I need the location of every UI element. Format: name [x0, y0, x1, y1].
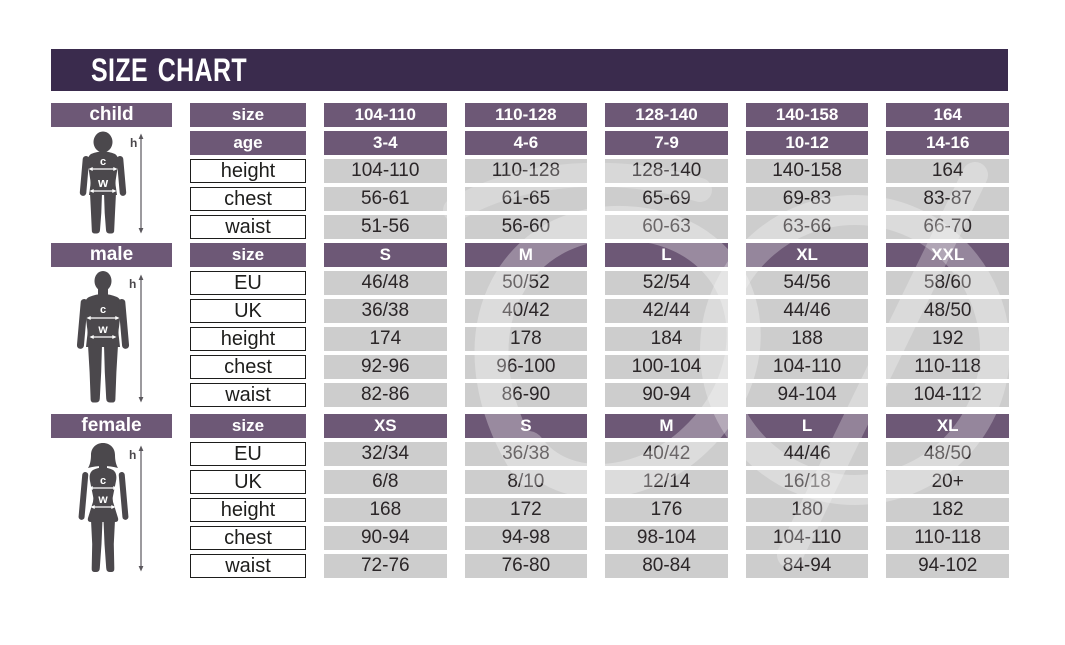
- height-cell: 192: [886, 327, 1009, 351]
- uk-cell: 6/8: [324, 470, 447, 494]
- eu-cell: 32/34: [324, 442, 447, 466]
- size-cell: 110-128: [465, 103, 588, 127]
- eu-cell: 50/52: [465, 271, 588, 295]
- child-table: [190, 103, 1009, 239]
- row-label-chest: chest: [190, 187, 306, 211]
- row-label-uk: UK: [190, 470, 306, 494]
- chest-cell: 104-110: [746, 526, 869, 550]
- waist-letter: w: [98, 322, 108, 336]
- uk-cell: 16/18: [746, 470, 869, 494]
- height-cell: 184: [605, 327, 728, 351]
- section-label-female: female: [51, 414, 172, 438]
- eu-cell: 54/56: [746, 271, 869, 295]
- height-cell: 174: [324, 327, 447, 351]
- waist-cell: 82-86: [324, 383, 447, 407]
- eu-cell: 40/42: [605, 442, 728, 466]
- chest-cell: 69-83: [746, 187, 869, 211]
- waist-cell: 56-60: [465, 215, 588, 239]
- row-label-waist: waist: [190, 215, 306, 239]
- row-label-chest: chest: [190, 355, 306, 379]
- section-label-child: child: [51, 103, 172, 127]
- size-cell: XS: [324, 414, 447, 438]
- height-cell: 178: [465, 327, 588, 351]
- uk-cell: 12/14: [605, 470, 728, 494]
- uk-cell: 42/44: [605, 299, 728, 323]
- female-table: [190, 414, 1009, 578]
- row-label-eu: EU: [190, 271, 306, 295]
- size-cell: 140-158: [746, 103, 869, 127]
- chest-cell: 98-104: [605, 526, 728, 550]
- age-cell: 14-16: [886, 131, 1009, 155]
- female-figure-icon: [51, 442, 172, 576]
- uk-cell: 36/38: [324, 299, 447, 323]
- row-label-height: height: [190, 498, 306, 522]
- size-cell: M: [605, 414, 728, 438]
- chest-letter: c: [99, 475, 107, 487]
- row-label-waist: waist: [190, 554, 306, 578]
- height-cell: 182: [886, 498, 1009, 522]
- chest-cell: 110-118: [886, 526, 1009, 550]
- height-cell: 128-140: [605, 159, 728, 183]
- eu-cell: 36/38: [465, 442, 588, 466]
- waist-cell: 94-102: [886, 554, 1009, 578]
- row-label-size: size: [190, 414, 306, 438]
- page-title: SIZE CHART: [91, 51, 247, 88]
- height-cell: 188: [746, 327, 869, 351]
- chest-cell: 100-104: [605, 355, 728, 379]
- waist-cell: 72-76: [324, 554, 447, 578]
- waist-cell: 51-56: [324, 215, 447, 239]
- row-label-uk: UK: [190, 299, 306, 323]
- size-cell: L: [605, 243, 728, 267]
- chest-cell: 56-61: [324, 187, 447, 211]
- size-cell: XL: [886, 414, 1009, 438]
- height-letter: h: [129, 448, 137, 462]
- age-cell: 3-4: [324, 131, 447, 155]
- row-label-waist: waist: [190, 383, 306, 407]
- height-letter: h: [129, 277, 137, 291]
- section-side-child: [51, 103, 172, 237]
- title-bar: [51, 49, 1008, 91]
- waist-cell: 66-70: [886, 215, 1009, 239]
- uk-cell: 44/46: [746, 299, 869, 323]
- height-cell: 140-158: [746, 159, 869, 183]
- chest-cell: 61-65: [465, 187, 588, 211]
- waist-cell: 80-84: [605, 554, 728, 578]
- size-cell: XXL: [886, 243, 1009, 267]
- size-cell: S: [324, 243, 447, 267]
- row-label-height: height: [190, 159, 306, 183]
- chest-letter: c: [99, 304, 107, 316]
- height-cell: 164: [886, 159, 1009, 183]
- waist-cell: 90-94: [605, 383, 728, 407]
- waist-cell: 84-94: [746, 554, 869, 578]
- height-letter: h: [130, 136, 138, 150]
- chest-cell: 65-69: [605, 187, 728, 211]
- size-cell: 128-140: [605, 103, 728, 127]
- row-label-chest: chest: [190, 526, 306, 550]
- chest-cell: 94-98: [465, 526, 588, 550]
- waist-cell: 94-104: [746, 383, 869, 407]
- waist-letter: w: [97, 175, 109, 190]
- male-figure-icon: [51, 271, 172, 407]
- eu-cell: 46/48: [324, 271, 447, 295]
- row-label-size: size: [190, 243, 306, 267]
- age-cell: 7-9: [605, 131, 728, 155]
- waist-cell: 104-112: [886, 383, 1009, 407]
- height-cell: 110-128: [465, 159, 588, 183]
- uk-cell: 20+: [886, 470, 1009, 494]
- height-cell: 180: [746, 498, 869, 522]
- row-label-eu: EU: [190, 442, 306, 466]
- chest-letter: c: [99, 156, 107, 168]
- uk-cell: 8/10: [465, 470, 588, 494]
- chest-cell: 90-94: [324, 526, 447, 550]
- waist-letter: w: [98, 492, 108, 506]
- eu-cell: 58/60: [886, 271, 1009, 295]
- eu-cell: 44/46: [746, 442, 869, 466]
- chest-cell: 83-87: [886, 187, 1009, 211]
- waist-cell: 86-90: [465, 383, 588, 407]
- eu-cell: 52/54: [605, 271, 728, 295]
- uk-cell: 40/42: [465, 299, 588, 323]
- chest-cell: 96-100: [465, 355, 588, 379]
- waist-cell: 76-80: [465, 554, 588, 578]
- size-cell: XL: [746, 243, 869, 267]
- eu-cell: 48/50: [886, 442, 1009, 466]
- height-cell: 176: [605, 498, 728, 522]
- section-side-female: [51, 414, 172, 576]
- size-cell: 164: [886, 103, 1009, 127]
- row-label-height: height: [190, 327, 306, 351]
- chest-cell: 92-96: [324, 355, 447, 379]
- size-cell: M: [465, 243, 588, 267]
- age-cell: 4-6: [465, 131, 588, 155]
- size-cell: 104-110: [324, 103, 447, 127]
- male-table: [190, 243, 1009, 407]
- height-cell: 168: [324, 498, 447, 522]
- section-side-male: [51, 243, 172, 407]
- section-label-male: male: [51, 243, 172, 267]
- child-figure-icon: [51, 131, 172, 237]
- size-cell: L: [746, 414, 869, 438]
- chest-cell: 110-118: [886, 355, 1009, 379]
- size-cell: S: [465, 414, 588, 438]
- row-label-size: size: [190, 103, 306, 127]
- height-cell: 172: [465, 498, 588, 522]
- waist-cell: 60-63: [605, 215, 728, 239]
- height-cell: 104-110: [324, 159, 447, 183]
- age-cell: 10-12: [746, 131, 869, 155]
- waist-cell: 63-66: [746, 215, 869, 239]
- row-label-age: age: [190, 131, 306, 155]
- uk-cell: 48/50: [886, 299, 1009, 323]
- chest-cell: 104-110: [746, 355, 869, 379]
